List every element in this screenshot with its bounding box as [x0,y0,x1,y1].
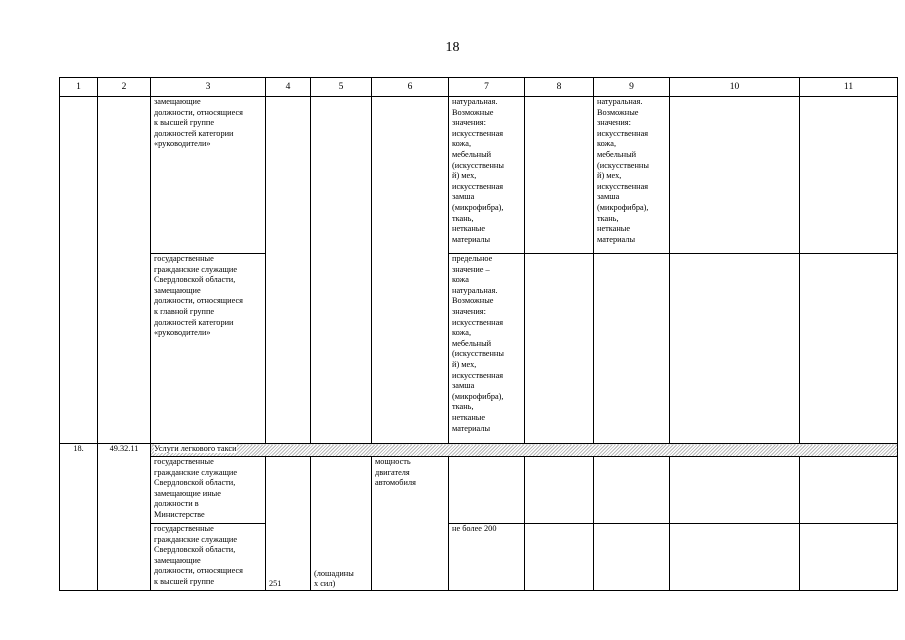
cell-col8 [525,457,594,524]
cell-col6 [372,97,449,444]
cell-col10 [670,524,800,591]
position-category-cell: замещающие должности, относящиеся к высшей группе должностей категории «руководители» [151,97,266,254]
cell-col11 [800,524,898,591]
table-row [60,457,898,524]
header-cell-11: 11 [800,78,898,97]
okpd-code-cell: 49.32.11 [98,444,151,591]
value-cell: предельное значение – кожа натуральная. Возможные значения: искусственная кожа, мебельный (искусственны й) мех, искусственная замша (микрофибра), ткань, нетканые материалы [449,254,525,444]
cell-col8 [525,524,594,591]
cell-col8 [525,97,594,254]
value-cell: натуральная. Возможные значения: искусственная кожа, мебельный (искусственны й) мех, искусственная замша (микрофибра), ткань, нетканые материалы [594,97,670,254]
header-cell-8: 8 [525,78,594,97]
header-cell-2: 2 [98,78,151,97]
cell-col10 [670,457,800,524]
table-row [60,97,898,254]
position-category-cell: государственные гражданские служащие Свердловской области, замещающие должности, относящиеся к главной группе должностей категории «руководители» [151,254,266,444]
cell-col7 [449,457,525,524]
cell-col4 [266,97,311,444]
header-cell-6: 6 [372,78,449,97]
service-title: Услуги легкового такси [154,444,237,453]
characteristic-cell: мощность двигателя автомобиля [372,457,449,524]
table-row [60,444,898,457]
table-row [60,524,898,591]
cell-num [60,97,98,444]
cell-col6 [372,524,449,591]
header-cell-10: 10 [670,78,800,97]
cell-col10 [670,254,800,444]
cell-col9 [594,457,670,524]
unit-name-cell: (лошадины х сил) [311,524,372,591]
cell-col10 [670,97,800,254]
cell-col11 [800,254,898,444]
cell-col11 [800,97,898,254]
header-cell-5: 5 [311,78,372,97]
table-row [60,254,898,444]
cell-col9 [594,524,670,591]
value-cell: не более 200 [449,524,525,591]
cell-col8 [525,254,594,444]
item-number-cell: 18. [60,444,98,591]
unit-code-cell: 251 [266,524,311,591]
page-number: 18 [445,40,460,55]
header-cell-7: 7 [449,78,525,97]
position-category-cell: государственные гражданские служащие Свердловской области, замещающие иные должности в Министерстве [151,457,266,524]
cell-code [98,97,151,444]
cell-col4 [266,457,311,524]
cell-col11 [800,457,898,524]
cell-col5 [311,97,372,444]
header-cell-1: 1 [60,78,98,97]
cell-col9 [594,254,670,444]
position-category-cell: государственные гражданские служащие Свердловской области, замещающие должности, относящиеся к высшей группе [151,524,266,591]
header-row [60,78,898,97]
header-cell-9: 9 [594,78,670,97]
header-cell-3: 3 [151,78,266,97]
characteristics-table [59,77,898,591]
cell-col5 [311,457,372,524]
value-cell: натуральная. Возможные значения: искусственная кожа, мебельный (искусственны й) мех, искусственная замша (микрофибра), ткань, нетканые материалы [449,97,525,254]
service-title-cell [151,444,898,457]
header-cell-4: 4 [266,78,311,97]
